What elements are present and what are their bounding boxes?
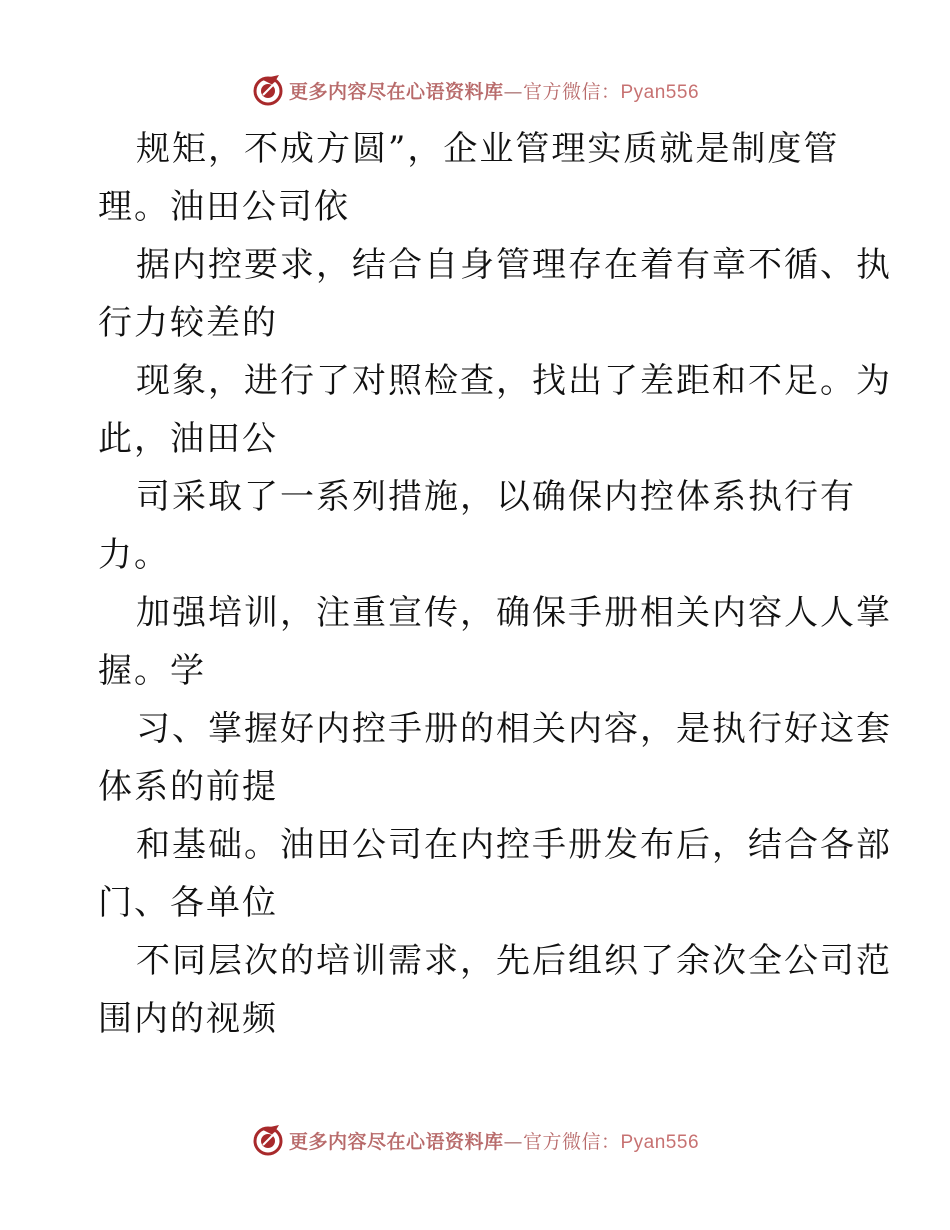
text-line: 规矩，不成方圆”，企业管理实质就是制度管 — [136, 129, 840, 169]
text-line: 体系的前提 — [98, 767, 278, 807]
footer-wechat-label: 官方微信： — [522, 1130, 621, 1153]
footer-banner — [0, 1123, 950, 1157]
header-wechat-id: Pyan556 — [620, 81, 700, 103]
text-line: 围内的视频 — [98, 999, 278, 1039]
text-line: 现象，进行了对照检查，找出了差距和不足。为 — [136, 361, 892, 401]
text-line: 此，油田公 — [98, 419, 278, 459]
footer-dash: — — [503, 1130, 523, 1153]
text-line: 司采取了一系列措施，以确保内控体系执行有 — [136, 477, 856, 517]
text-line: 习、掌握好内控手册的相关内容，是执行好这套 — [136, 709, 892, 749]
text-line: 不同层次的培训需求，先后组织了余次全公司范 — [136, 941, 892, 981]
header-brand: 更多内容尽在心语资料库 — [288, 80, 504, 103]
text-line: 门、各单位 — [98, 883, 278, 923]
header-wechat-label: 官方微信： — [522, 80, 621, 103]
text-line: 握。学 — [98, 651, 206, 691]
quill-seal-icon — [251, 73, 285, 107]
header-text — [289, 77, 699, 104]
footer-wechat-id: Pyan556 — [620, 1131, 700, 1153]
quill-seal-icon — [251, 1123, 285, 1157]
text-line: 理。油田公司依 — [98, 187, 350, 227]
footer-brand: 更多内容尽在心语资料库 — [288, 1130, 504, 1153]
text-line: 据内控要求，结合自身管理存在着有章不循、执 — [136, 245, 892, 285]
header-dash: — — [503, 80, 523, 103]
text-line: 力。 — [98, 535, 170, 575]
header-banner — [0, 73, 950, 107]
document-body — [98, 120, 892, 1048]
text-line: 行力较差的 — [98, 303, 278, 343]
footer-text — [289, 1127, 699, 1154]
text-line: 加强培训，注重宣传，确保手册相关内容人人掌 — [136, 593, 892, 633]
text-line: 和基础。油田公司在内控手册发布后，结合各部 — [136, 825, 892, 865]
